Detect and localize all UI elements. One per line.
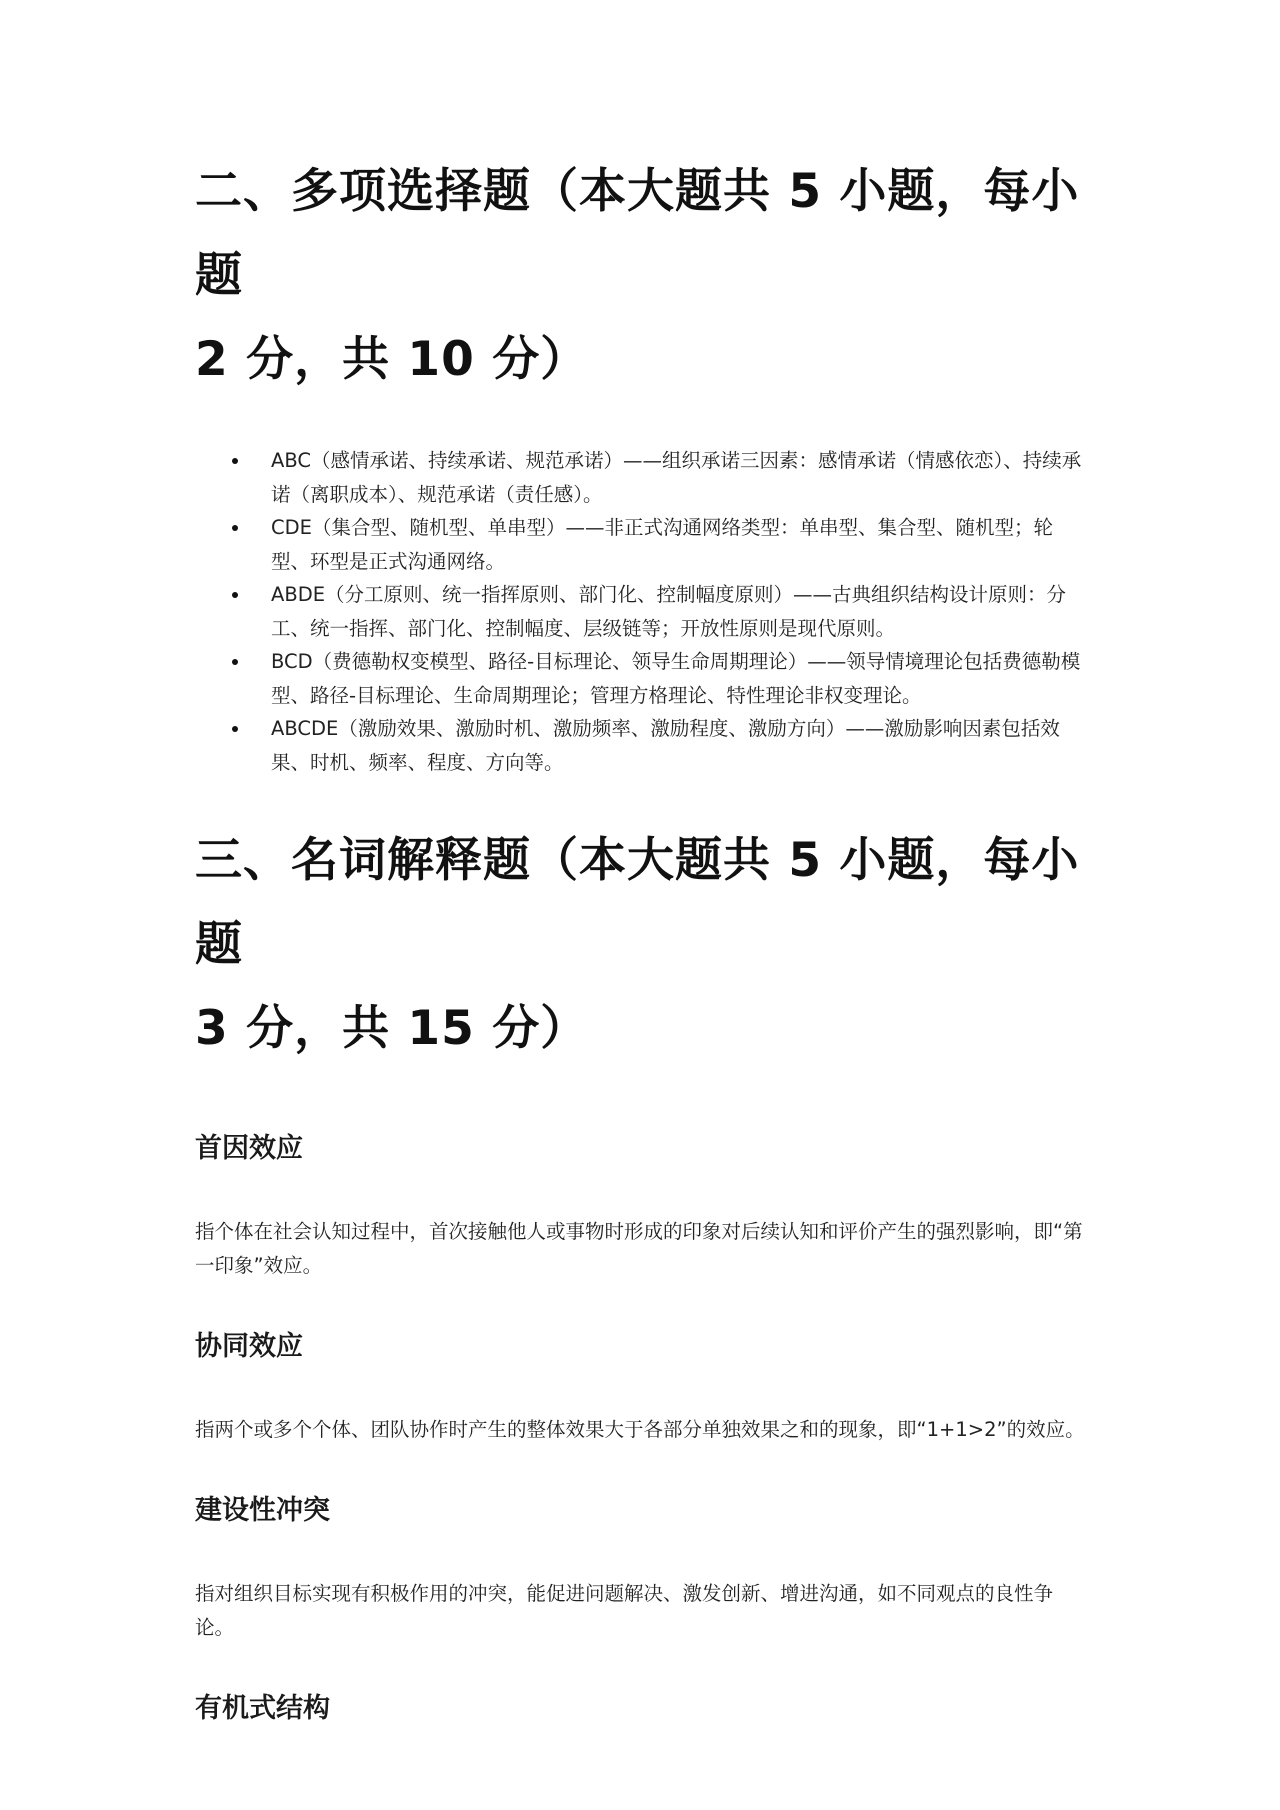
section3-title-line1: 三、名词解释题（本大题共 5 小题，每小题 [195, 833, 1080, 972]
document-page [195, 150, 1087, 1729]
list-item-text: ABCDE（激励效果、激励时机、激励频率、激励程度、激励方向）——激励影响因素包括效果、时机、频率、程度、方向等。 [271, 717, 1060, 774]
bullet-icon [232, 592, 238, 598]
bullet-icon [232, 659, 238, 665]
list-item-text: ABC（感情承诺、持续承诺、规范承诺）——组织承诺三因素：感情承诺（情感依恋）、持续承诺（离职成本）、规范承诺（责任感）。 [271, 449, 1082, 506]
list-item-text: CDE（集合型、随机型、单串型）——非正式沟通网络类型：单串型、集合型、随机型；轮型、环型是正式沟通网络。 [271, 516, 1053, 573]
bullet-icon [232, 525, 238, 531]
section3-title [195, 819, 1087, 1071]
list-item [195, 645, 1087, 712]
list-item [195, 444, 1087, 511]
list-item [195, 511, 1087, 578]
list-item-text: ABDE（分工原则、统一指挥原则、部门化、控制幅度原则）——古典组织结构设计原则：分工、统一指挥、部门化、控制幅度、层级链等；开放性原则是现代原则。 [271, 583, 1067, 640]
term-definition: 指两个或多个个体、团队协作时产生的整体效果大于各部分单独效果之和的现象，即“1+1>2”的效应。 [195, 1418, 1085, 1441]
section2-title-line1: 二、多项选择题（本大题共 5 小题，每小题 [195, 164, 1080, 303]
list-item [195, 578, 1087, 645]
list-item-text: BCD（费德勒权变模型、路径-目标理论、领导生命周期理论）——领导情境理论包括费德勒模型、路径-目标理论、生命周期理论；管理方格理论、特性理论非权变理论。 [271, 650, 1081, 707]
section2-title [195, 150, 1087, 402]
term-heading: 首因效应 [195, 1133, 303, 1164]
bullet-icon [232, 726, 238, 732]
section2-title-line2: 2 分，共 10 分） [195, 332, 589, 387]
term-definition: 指个体在社会认知过程中，首次接触他人或事物时形成的印象对后续认知和评价产生的强烈影响，即“第一印象”效应。 [195, 1220, 1083, 1277]
term-definition: 指对组织目标实现有积极作用的冲突，能促进问题解决、激发创新、增进沟通，如不同观点的良性争论。 [195, 1582, 1054, 1639]
term-heading: 协同效应 [195, 1331, 303, 1362]
term-heading: 有机式结构 [195, 1693, 330, 1724]
section3-title-line2: 3 分，共 15 分） [195, 1001, 589, 1056]
term-heading: 建设性冲突 [195, 1495, 330, 1526]
bullet-icon [232, 458, 238, 464]
answer-list [195, 444, 1087, 779]
list-item [195, 712, 1087, 779]
